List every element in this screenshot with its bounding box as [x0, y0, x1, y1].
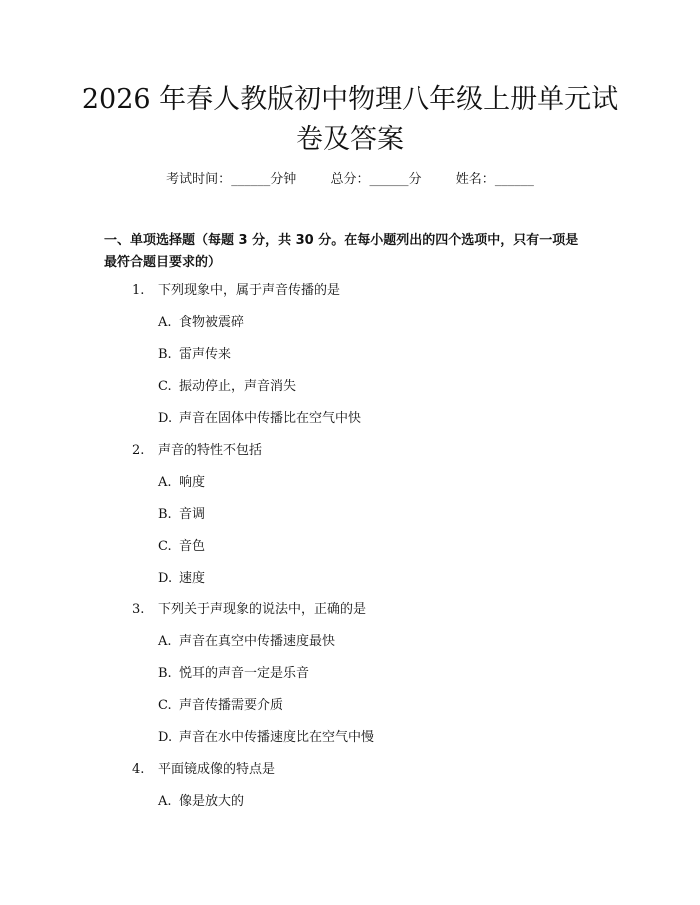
option-letter: B. [158, 347, 172, 362]
page-title [60, 80, 640, 160]
option-letter: D. [158, 571, 173, 586]
score-label: 总分： [330, 172, 370, 187]
option-letter: D. [158, 411, 173, 426]
question-2 [132, 442, 262, 460]
option-text: 音色 [179, 539, 206, 554]
section-heading-line-2: 最符合题目要求的） [104, 255, 222, 270]
question-1 [132, 282, 340, 300]
option-letter: C. [158, 539, 172, 554]
option-text: 速度 [179, 571, 206, 586]
question-3-option-c [158, 697, 283, 715]
option-letter: B. [158, 666, 172, 681]
question-1-option-b [158, 346, 231, 364]
question-3-option-a [158, 633, 335, 651]
option-text: 食物被震碎 [179, 315, 245, 330]
question-text: 声音的特性不包括 [158, 443, 263, 458]
option-text: 雷声传来 [179, 347, 232, 362]
score-blank: ______ [369, 172, 409, 187]
question-2-option-b [158, 506, 205, 524]
question-3-option-d [158, 729, 374, 747]
question-1-option-d [158, 410, 361, 428]
option-letter: A. [158, 315, 172, 330]
section-heading-line-1: 一、单项选择题（每题 3 分，共 30 分。在每小题列出的四个选项中，只有一项是 [104, 233, 579, 248]
question-3 [132, 601, 366, 619]
time-unit: 分钟 [270, 172, 297, 187]
section-heading [104, 230, 604, 274]
question-number: 1. [132, 283, 145, 298]
option-letter: D. [158, 730, 173, 745]
question-text: 下列现象中，属于声音传播的是 [158, 283, 341, 298]
question-number: 4. [132, 762, 145, 777]
question-2-option-a [158, 474, 205, 492]
name-label: 姓名： [455, 172, 495, 187]
question-2-option-d [158, 570, 205, 588]
title-line-2: 卷及答案 [296, 124, 404, 155]
question-4 [132, 761, 275, 779]
question-3-option-b [158, 665, 309, 683]
option-text: 像是放大的 [179, 794, 245, 809]
question-text: 平面镜成像的特点是 [158, 762, 276, 777]
score-unit: 分 [408, 172, 422, 187]
option-text: 音调 [179, 507, 206, 522]
option-text: 悦耳的声音一定是乐音 [179, 666, 310, 681]
option-letter: A. [158, 475, 172, 490]
option-letter: C. [158, 379, 172, 394]
question-number: 2. [132, 443, 145, 458]
option-text: 声音传播需要介质 [179, 698, 284, 713]
option-letter: B. [158, 507, 172, 522]
question-number: 3. [132, 602, 145, 617]
time-label: 考试时间： [166, 172, 232, 187]
option-text: 振动停止，声音消失 [179, 379, 297, 394]
question-1-option-c [158, 378, 296, 396]
option-letter: A. [158, 794, 172, 809]
question-text: 下列关于声现象的说法中，正确的是 [158, 602, 367, 617]
option-text: 声音在固体中传播比在空气中快 [179, 411, 362, 426]
exam-meta [0, 168, 700, 187]
title-line-1: 2026 年春人教版初中物理八年级上册单元试 [81, 84, 619, 115]
option-letter: A. [158, 634, 172, 649]
option-text: 响度 [179, 475, 206, 490]
question-2-option-c [158, 538, 205, 556]
option-letter: C. [158, 698, 172, 713]
question-4-option-a [158, 793, 244, 811]
question-1-option-a [158, 314, 244, 332]
option-text: 声音在真空中传播速度最快 [179, 634, 336, 649]
time-blank: ______ [231, 172, 271, 187]
option-text: 声音在水中传播速度比在空气中慢 [179, 730, 375, 745]
name-blank: ______ [494, 172, 534, 187]
